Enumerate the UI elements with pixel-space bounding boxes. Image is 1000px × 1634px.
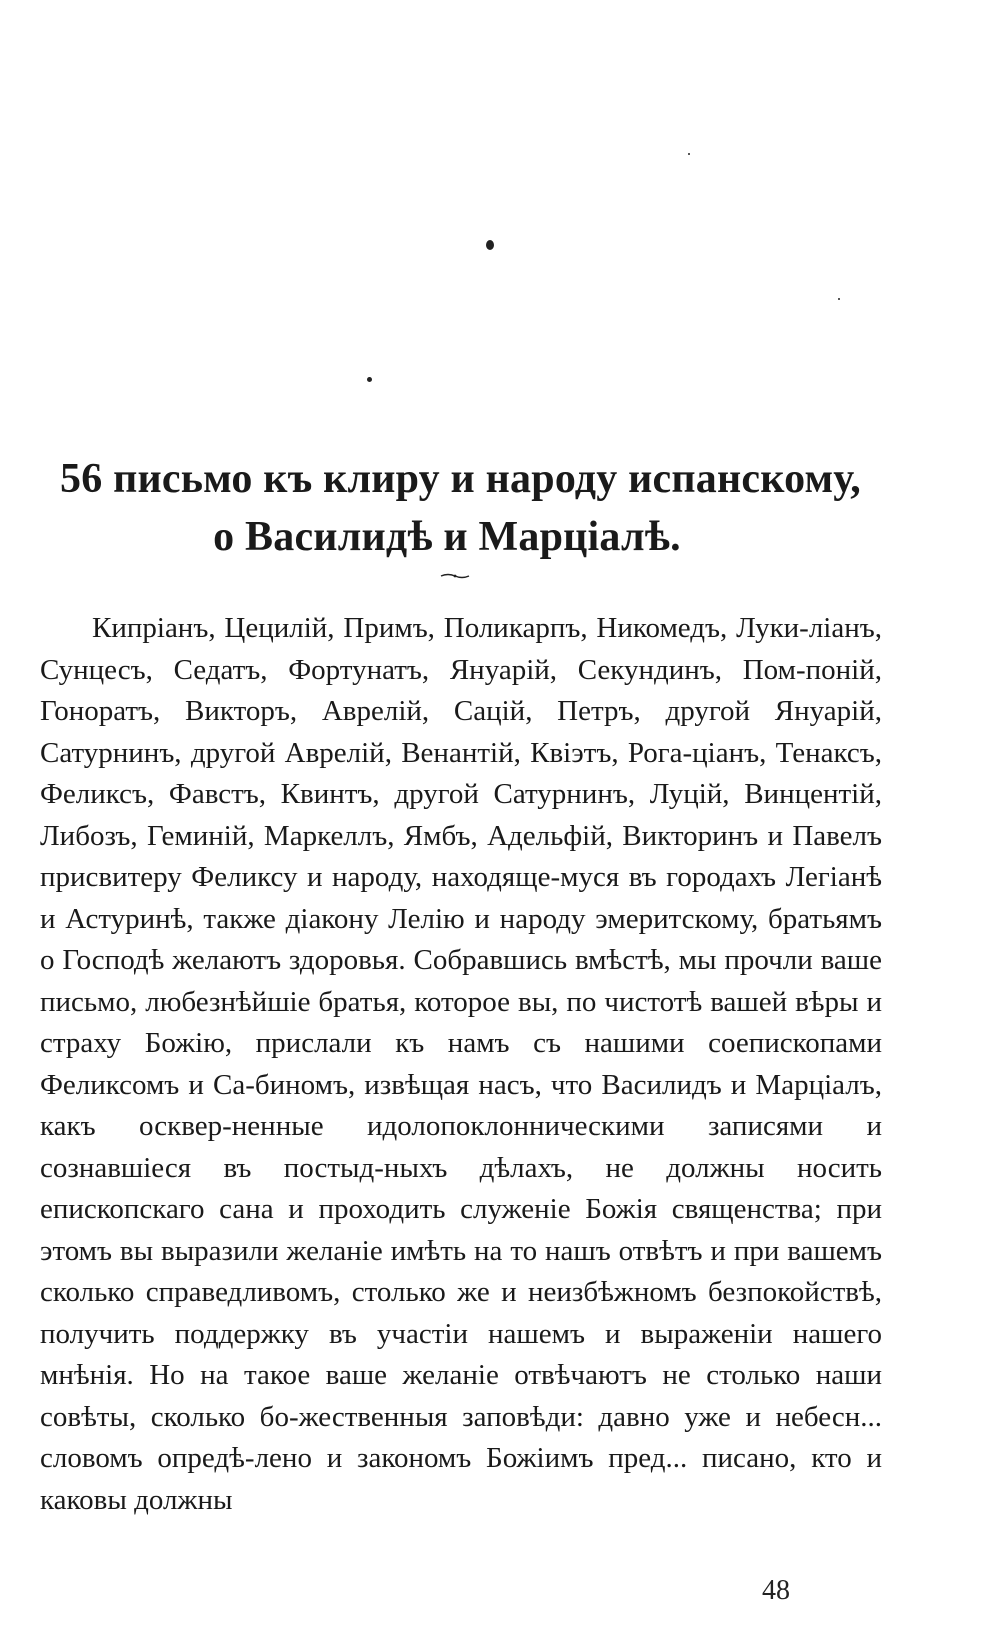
page-number: 48 <box>762 1575 790 1606</box>
heading-line-2: о Василидѣ и Марціалѣ. <box>213 514 681 560</box>
letter-body <box>40 608 882 1521</box>
letter-heading <box>52 450 882 566</box>
ink-speck <box>486 240 494 250</box>
ink-speck <box>367 377 372 382</box>
body-paragraph: Кипріанъ, Цецилій, Примъ, Поликарпъ, Никомедъ, Луки-ліанъ, Сунцесъ, Седатъ, Фортунатъ, Януарій, Секундинъ, Пом-поній, Гоноратъ, Викторъ, Аврелій, Сацій, Петръ, другой Януарій, Сатурнинъ, другой Аврелій, Венантій, Квіэтъ, Рога-ціанъ, Тенаксъ, Феликсъ, Фавстъ, Квинтъ, другой Сатурнинъ, Луцій, Винцентій, Либозъ, Геминій, Маркеллъ, Ямбъ, Адельфій, Викторинъ и Павелъ присвитеру Феликсу и народу, находяще-муся въ городахъ Легіанѣ и Астуринѣ, также діакону Лелію и народу эмеритскому, братьямъ о Господѣ желаютъ здоровья. Собравшись вмѣстѣ, мы прочли ваше письмо, любезнѣйшіе братья, которое вы, по чистотѣ вашей вѣры и страху Божію, прислали къ намъ съ нашими соепископами Феликсомъ и Са-биномъ, извѣщая насъ, что Василидъ и Марціалъ, какъ осквер-ненные идолопоклонническими записями и сознавшіеся въ постыд-ныхъ дѣлахъ, не должны носить епископскаго сана и проходить служеніе Божія священства; при этомъ вы выразили желаніе имѣть на то нашъ отвѣтъ и при вашемъ сколько справедливомъ, столько же и неизбѣжномъ безпокойствѣ, получить поддержку въ участіи нашемъ и выраженіи нашего мнѣнія. Но на такое ваше желаніе отвѣчаютъ не столько наши совѣты, сколько бо-жественныя заповѣди: давно уже и небесн... словомъ опредѣ-лено и закономъ Божіимъ пред... писано, кто и каковы должны <box>40 612 882 1516</box>
ink-speck <box>838 298 840 300</box>
divider-ornament <box>440 573 470 579</box>
heading-line-1: 56 письмо къ клиру и народу испанскому, <box>60 456 861 502</box>
ink-speck <box>688 153 690 155</box>
